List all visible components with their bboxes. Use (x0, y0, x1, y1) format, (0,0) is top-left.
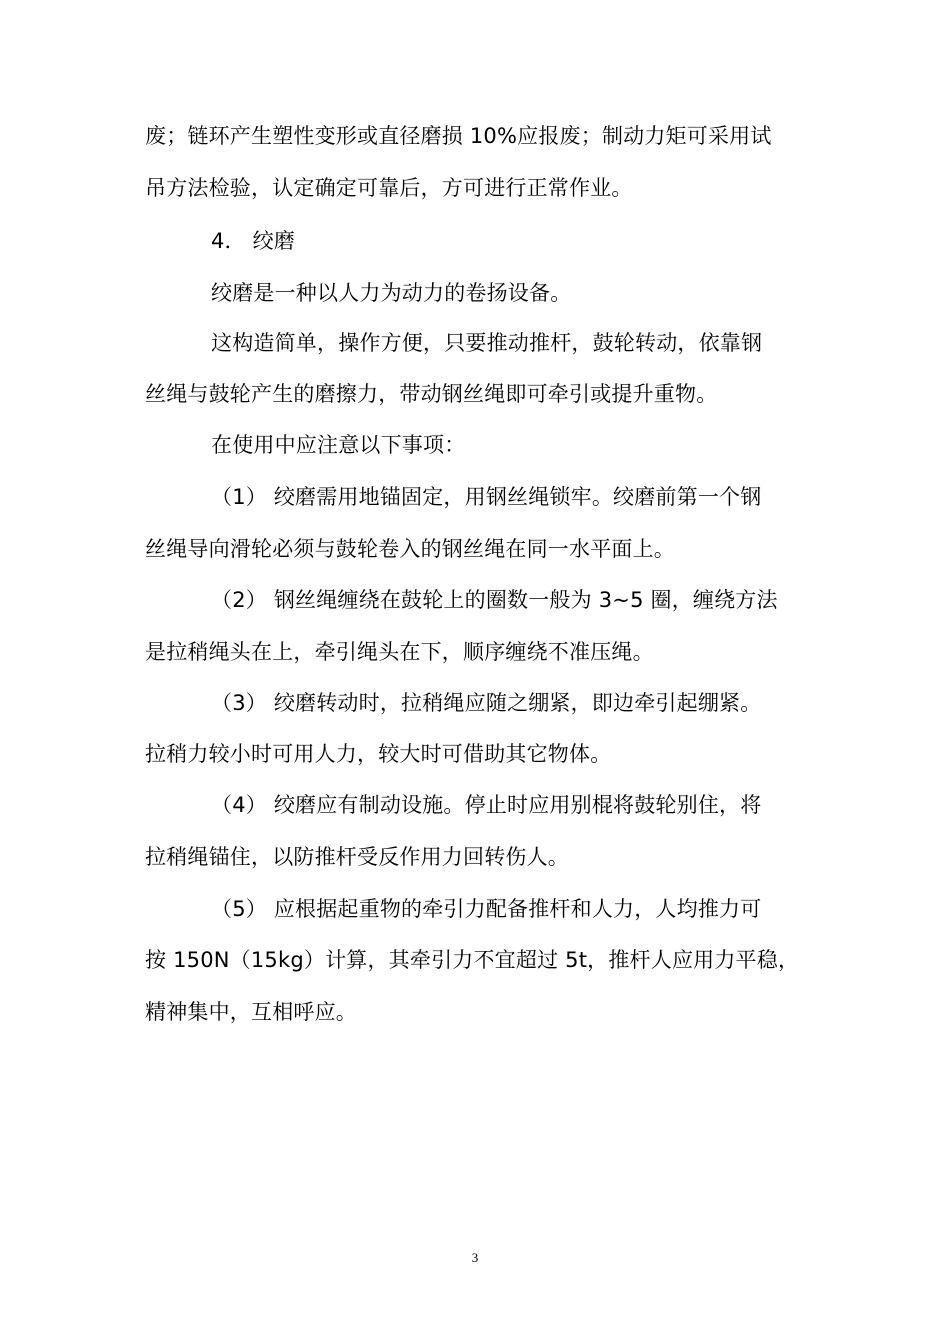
paragraph-line: 在使用中应注意以下事项： (211, 433, 466, 457)
list-item-3-line: 拉稍力较小时可用人力，较大时可借助其它物体。 (145, 742, 612, 766)
paragraph-line: 绞磨是一种以人力为动力的卷扬设备。 (211, 281, 572, 305)
list-item-4-line: 拉稍绳锚住，以防推杆受反作用力回转伤人。 (145, 845, 569, 869)
list-item-5-line: 精神集中，互相呼应。 (145, 1000, 357, 1024)
text-line: 吊方法检验，认定确定可靠后，方可进行正常作业。 (145, 176, 633, 200)
text-line: 丝绳与鼓轮产生的磨擦力，带动钢丝绳即可牵引或提升重物。 (145, 382, 718, 406)
list-item-1-line: 丝绳导向滑轮必须与鼓轮卷入的钢丝绳在同一水平面上。 (145, 537, 675, 561)
list-item-5-line: 按 150N（15kg）计算，其牵引力不宜超过 5t，推杆人应用力平稳， (145, 948, 800, 972)
list-item-5-line: （5） 应根据起重物的牵引力配备推杆和人力，人均推力可 (211, 897, 762, 921)
section-heading: 4． 绞磨 (211, 229, 296, 253)
list-item-3-line: （3） 绞磨转动时，拉稍绳应随之绷紧，即边牵引起绷紧。 (211, 691, 762, 715)
list-item-2-line: （2） 钢丝绳缠绕在鼓轮上的圈数一般为 3~5 圈，缠绕方法 (211, 588, 778, 612)
list-item-4-line: （4） 绞磨应有制动设施。停止时应用别棍将鼓轮别住，将 (211, 793, 762, 817)
list-item-2-line: 是拉稍绳头在上，牵引绳头在下，顺序缠绕不准压绳。 (145, 640, 654, 664)
page-number: 3 (471, 1250, 479, 1265)
list-item-1-line: （1） 绞磨需用地锚固定，用钢丝绳锁牢。绞磨前第一个钢 (211, 485, 762, 509)
paragraph-line: 这构造简单，操作方便，只要推动推杆，鼓轮转动，依靠钢 (211, 331, 763, 355)
text-line: 废；链环产生塑性变形或直径磨损 10%应报废；制动力矩可采用试 (145, 124, 772, 148)
